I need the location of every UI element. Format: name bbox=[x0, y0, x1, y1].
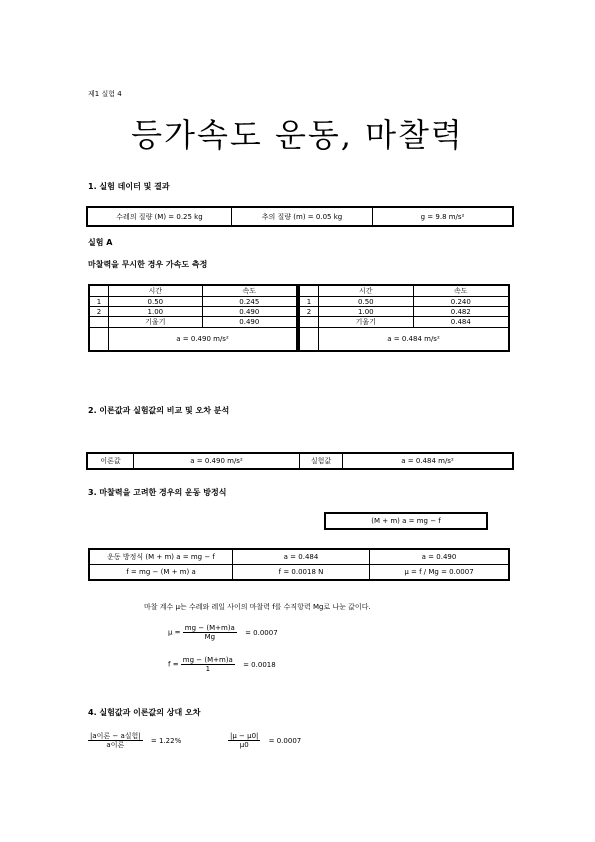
formula-lhs: μ = bbox=[168, 628, 181, 637]
table-cell: a = 0.490 bbox=[370, 549, 510, 565]
theory-value-cell: a = 0.490 m/s² bbox=[134, 454, 300, 468]
table-cell: 0.50 bbox=[109, 297, 203, 307]
section4-label: 4. 실험값과 이론값의 상대 오차 bbox=[88, 708, 201, 717]
table-cell: 0.482 bbox=[413, 307, 509, 317]
table-cell: f = 0.0018 N bbox=[233, 565, 370, 581]
table-row bbox=[89, 565, 509, 581]
fraction bbox=[88, 732, 143, 749]
table-row bbox=[89, 307, 297, 317]
table-cell: f = mg − (M + m) a bbox=[89, 565, 233, 581]
table-cell: a = 0.484 bbox=[233, 549, 370, 565]
error-formula-mu bbox=[228, 732, 301, 749]
table-cell: 운동 방정식 (M + m) a = mg − f bbox=[89, 549, 233, 565]
experiment-value-cell: a = 0.484 m/s² bbox=[401, 457, 454, 465]
friction-table bbox=[88, 548, 510, 581]
table-cell: 시간 bbox=[109, 285, 203, 297]
formula-result: = 0.0007 bbox=[245, 628, 278, 637]
table-cell bbox=[89, 285, 109, 297]
table-cell: 속도 bbox=[413, 285, 509, 297]
table-row bbox=[299, 328, 509, 352]
explanation-line: 마찰 계수 μ는 수레와 레일 사이의 마찰력 f를 수직항력 Mg로 나눈 값이다. bbox=[144, 603, 371, 611]
formula-result: = 0.0007 bbox=[268, 736, 302, 745]
table-row bbox=[89, 328, 297, 352]
section2-label: 2. 이론값과 실험값의 비교 및 오차 분석 bbox=[88, 406, 230, 415]
fraction bbox=[228, 732, 260, 749]
table-cell: μ = f / Mg = 0.0007 bbox=[370, 565, 510, 581]
fraction-numerator: mg − (M+m)a bbox=[182, 656, 233, 664]
gravity-cell: g = 9.8 m/s² bbox=[420, 212, 465, 221]
constants-box bbox=[86, 206, 514, 227]
table-footer-cell: a = 0.490 m/s² bbox=[109, 328, 298, 352]
fraction-numerator: |μ − μ0| bbox=[230, 732, 259, 740]
fraction-denominator: a이론 bbox=[106, 741, 125, 749]
table-cell: 0.490 bbox=[202, 307, 297, 317]
section1-label: 1. 실험 데이터 및 결과 bbox=[88, 182, 170, 191]
table-cell: 1.00 bbox=[319, 307, 414, 317]
equation-box: (M + m) a = mg − f bbox=[324, 512, 488, 530]
subsection-a-label: 실험 A bbox=[88, 238, 113, 247]
table-cell: 0.245 bbox=[202, 297, 297, 307]
data-table-right bbox=[298, 284, 510, 352]
table-cell: 시간 bbox=[319, 285, 414, 297]
table-cell: 1 bbox=[299, 297, 319, 307]
formula-mu bbox=[168, 624, 278, 641]
table-cell: 0.490 bbox=[202, 317, 297, 328]
fraction-numerator: |a이론 − a실험| bbox=[90, 732, 141, 740]
fraction-numerator: mg − (M+m)a bbox=[184, 624, 235, 632]
fraction-denominator: μ0 bbox=[239, 741, 249, 749]
table-row bbox=[299, 307, 509, 317]
table-cell: 기울기 bbox=[319, 317, 414, 328]
fraction bbox=[181, 656, 235, 673]
data-table-left bbox=[88, 284, 298, 352]
fraction bbox=[183, 624, 237, 641]
table-row bbox=[299, 317, 509, 328]
error-formula-a bbox=[88, 732, 181, 749]
table-cell bbox=[299, 285, 319, 297]
table-row bbox=[89, 285, 297, 297]
formula-f bbox=[168, 656, 276, 673]
mass-cart-cell: 수레의 질량 (M) = 0.25 kg bbox=[88, 208, 232, 225]
table-cell bbox=[299, 317, 319, 328]
mass-weight-cell: 추의 질량 (m) = 0.05 kg bbox=[232, 208, 373, 225]
comparison-bar bbox=[86, 452, 514, 470]
table-cell bbox=[89, 317, 109, 328]
table-cell: 1.00 bbox=[109, 307, 203, 317]
subsection-a-desc: 마찰력을 무시한 경우 가속도 측정 bbox=[88, 260, 208, 269]
table-row bbox=[299, 297, 509, 307]
table-cell: 0.484 bbox=[413, 317, 509, 328]
table-row bbox=[89, 549, 509, 565]
table-row bbox=[299, 285, 509, 297]
page-title: 등가속도 운동, 마찰력 bbox=[131, 116, 464, 154]
table-cell: 1 bbox=[89, 297, 109, 307]
table-cell: 기울기 bbox=[109, 317, 203, 328]
formula-result: = 1.22% bbox=[150, 736, 182, 745]
table-footer-cell: a = 0.484 m/s² bbox=[319, 328, 510, 352]
table-cell: 0.240 bbox=[413, 297, 509, 307]
experiment-label-cell: 실험값 bbox=[300, 454, 343, 468]
fraction-denominator: Mg bbox=[204, 633, 216, 641]
table-row bbox=[89, 297, 297, 307]
section3-label: 3. 마찰력을 고려한 경우의 운동 방정식 bbox=[88, 488, 227, 497]
formula-lhs: f = bbox=[168, 660, 179, 669]
theory-label-cell: 이론값 bbox=[88, 454, 134, 468]
header-tag: 제1 실험 4 bbox=[88, 90, 122, 98]
table-cell: 2 bbox=[89, 307, 109, 317]
formula-result: = 0.0018 bbox=[243, 660, 276, 669]
table-cell: 속도 bbox=[202, 285, 297, 297]
fraction-denominator: 1 bbox=[205, 665, 211, 673]
table-cell: 0.50 bbox=[319, 297, 414, 307]
table-row bbox=[89, 317, 297, 328]
table-cell: 2 bbox=[299, 307, 319, 317]
